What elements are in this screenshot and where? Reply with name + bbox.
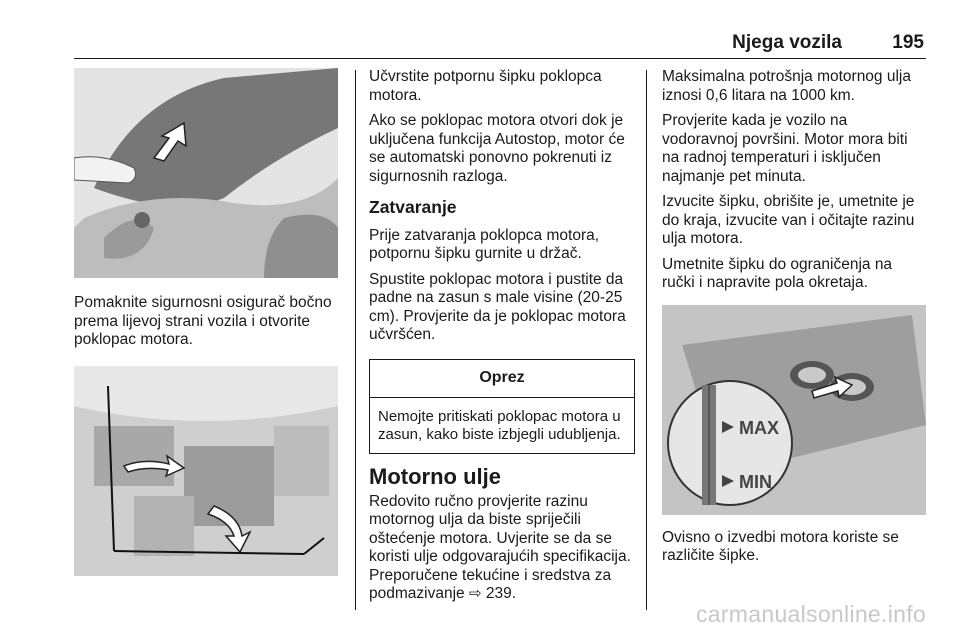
dipstick-illustration	[662, 305, 926, 515]
column-3	[662, 68, 926, 573]
dipstick-variants-text: Ovisno o izvedbi motora koriste se različite šipke.	[662, 528, 899, 564]
check-conditions-text: Provjerite kada je vozilo na vodoravnoj površini. Motor mora biti na radnoj temperaturi i isključen najmanje pet minuta.	[662, 112, 908, 185]
secure-rod-text: Učvrstite potpornu šipku poklopca motora.	[369, 68, 602, 104]
closing-heading: Zatvaranje	[369, 197, 457, 217]
column-2	[369, 68, 635, 611]
caution-box	[369, 359, 635, 455]
engine-oil-heading: Motorno ulje	[369, 464, 501, 489]
column-1	[74, 68, 342, 576]
column-divider-1	[355, 70, 356, 610]
car-hood-illustration	[74, 68, 338, 278]
figure-engine-bay	[74, 366, 338, 576]
running-header-title: Njega vozila	[732, 32, 842, 53]
watermark: carmanualsonline.info	[695, 601, 926, 627]
engine-oil-text: Redovito ručno provjerite razinu motornog ulja da biste spriječili oštećenje motora. Uvjerite se da se koristi ulje odgovarajućih specifikacija. Preporučene tekućine i sredstva za podmazivanje ⇨ 239.	[369, 492, 631, 602]
cross-reference-page[interactable]: 239.	[485, 585, 517, 602]
figure-hood-release	[74, 68, 338, 278]
page-number: 195	[892, 32, 924, 53]
dipstick-min-label: MIN	[739, 471, 772, 492]
oil-consumption-text: Maksimalna potrošnja motornog ulja iznosi 0,6 litara na 1000 km.	[662, 68, 911, 104]
cross-reference-icon: ⇨	[468, 585, 482, 602]
column-divider-2	[646, 70, 647, 610]
caution-text: Nemojte pritiskati poklopac motora u zasun, kako biste izbjegli udubljenja.	[378, 408, 621, 443]
engine-bay-illustration	[74, 366, 338, 576]
dipstick-procedure-text: Izvucite šipku, obrišite je, umetnite je do kraja, izvucite van i očitajte razinu ulja motora.	[662, 193, 915, 247]
caution-title: Oprez	[370, 360, 634, 399]
figure-dipstick	[662, 305, 926, 515]
closing-rod-text: Prije zatvaranja poklopca motora, potpornu šipku gurnite u držač.	[369, 226, 600, 262]
hood-release-text: Pomaknite sigurnosni osigurač bočno prema lijevoj strani vozila i otvorite poklopac motora.	[74, 294, 332, 348]
dipstick-max-label: MAX	[739, 417, 779, 438]
insert-dipstick-text: Umetnite šipku do ograničenja na ručki i napravite pola okretaja.	[662, 255, 893, 291]
closing-drop-text: Spustite poklopac motora i pustite da padne na zasun s male visine (20-25 cm). Provjerite da je poklopac motora učvršćen.	[369, 270, 626, 343]
header-rule	[74, 58, 926, 59]
autostop-text: Ako se poklopac motora otvori dok je uključena funkcija Autostop, motor će se automatski ponovno pokrenuti iz sigurnosnih razloga.	[369, 112, 625, 185]
